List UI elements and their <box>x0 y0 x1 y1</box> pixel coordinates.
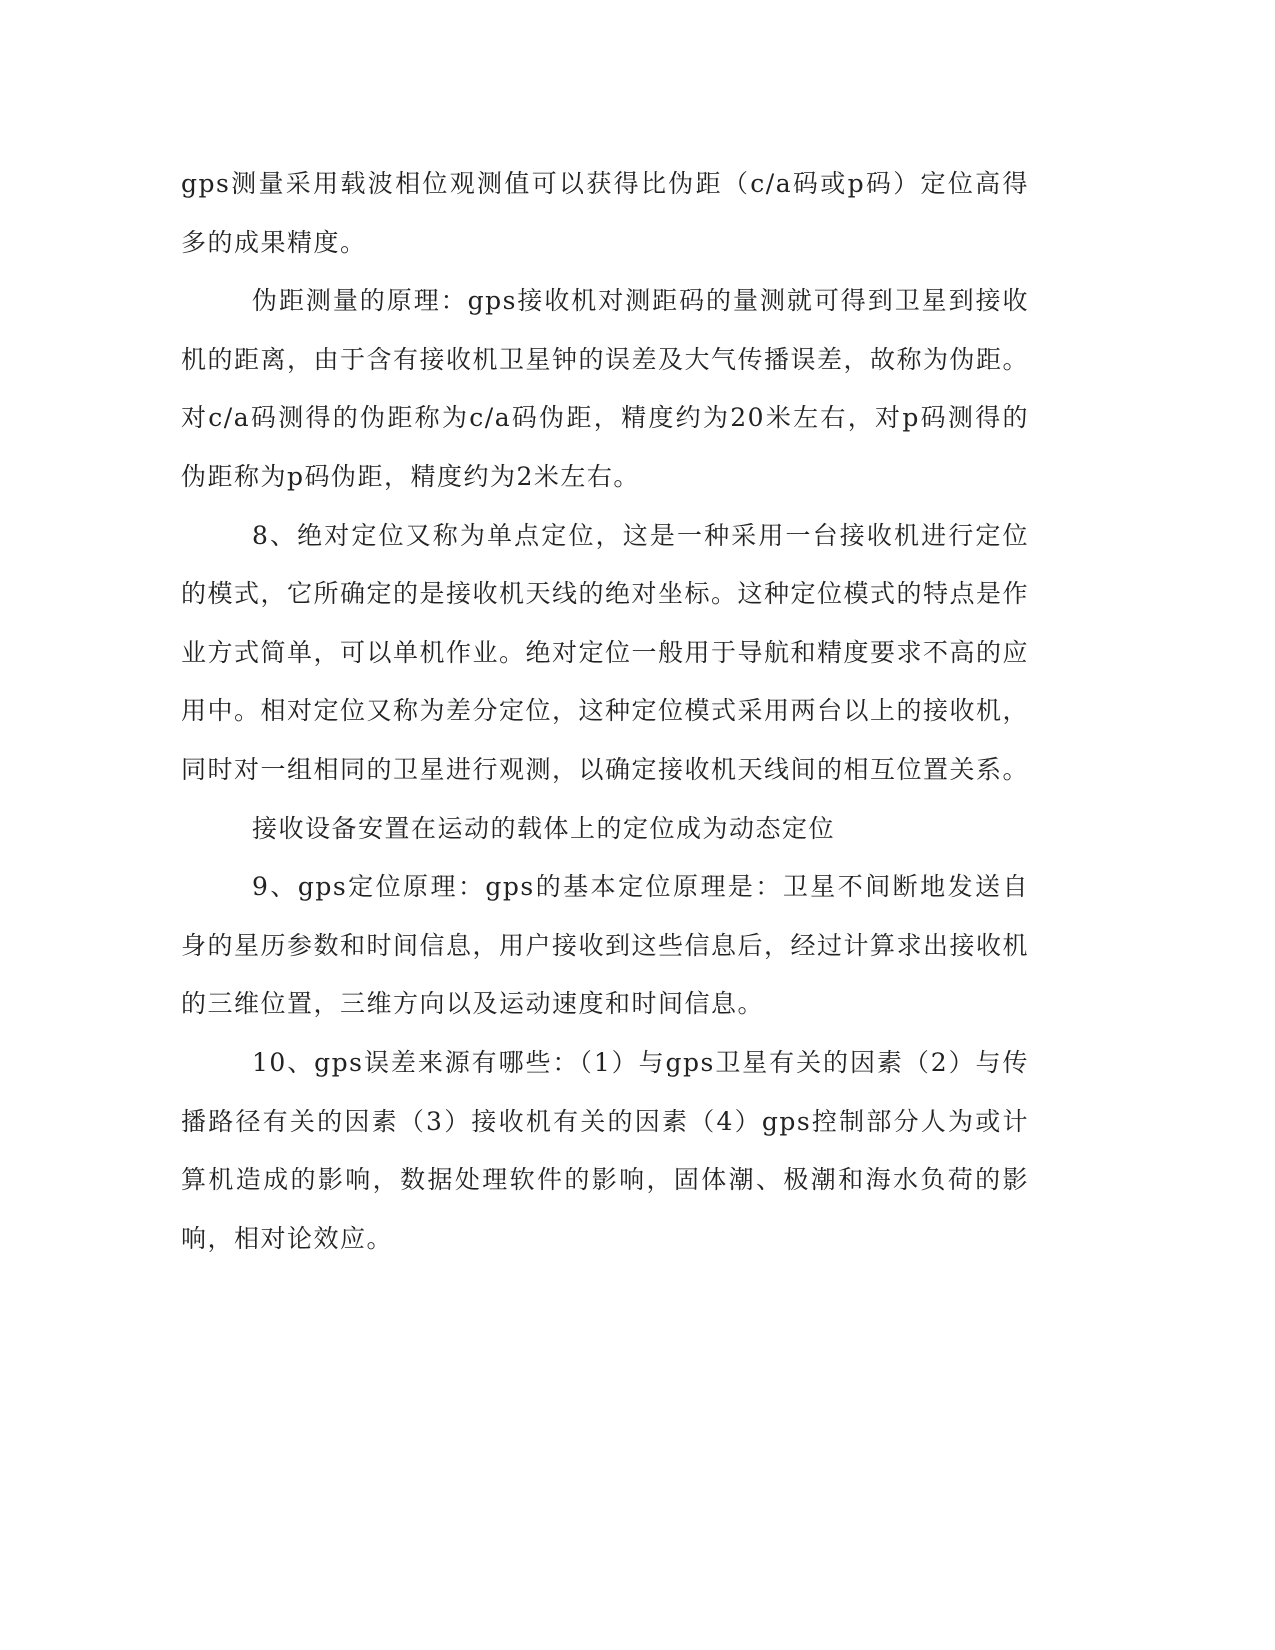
paragraph-gps-carrier-phase: gps测量采用载波相位观测值可以获得比伪距（c/a码或p码）定位高得多的成果精度。 <box>181 169 1029 257</box>
paragraph-absolute-relative-positioning: 8、绝对定位又称为单点定位，这是一种采用一台接收机进行定位的模式，它所确定的是接收机天线的绝对坐标。这种定位模式的特点是作业方式简单，可以单机作业。绝对定位一般用于导航和精度要求不高的应用中。相对定位又称为差分定位，这种定位模式采用两台以上的接收机，同时对一组相同的卫星进行观测，以确定接收机天线间的相互位置关系。 <box>181 520 1030 784</box>
paragraph-dynamic-positioning: 接收设备安置在运动的载体上的定位成为动态定位 <box>252 813 836 843</box>
paragraph-gps-error-sources: 10、gps误差来源有哪些：（1）与gps卫星有关的因素（2）与传播路径有关的因素（3）接收机有关的因素（4）gps控制部分人为或计算机造成的影响，数据处理软件的影响，固体潮、极潮和海水负荷的影响，相对论效应。 <box>181 1047 1029 1253</box>
document-body <box>181 155 1029 1268</box>
paragraph-gps-positioning-principle: 9、gps定位原理：gps的基本定位原理是：卫星不间断地发送自身的星历参数和时间信息，用户接收到这些信息后，经过计算求出接收机的三维位置，三维方向以及运动速度和时间信息。 <box>181 872 1030 1019</box>
paragraph-pseudorange-principle: 伪距测量的原理：gps接收机对测距码的量测就可得到卫星到接收机的距离，由于含有接收机卫星钟的误差及大气传播误差，故称为伪距。对c/a码测得的伪距称为c/a码伪距，精度约为20米左右，对p码测得的伪距称为p码伪距，精度约为2米左右。 <box>181 286 1030 491</box>
